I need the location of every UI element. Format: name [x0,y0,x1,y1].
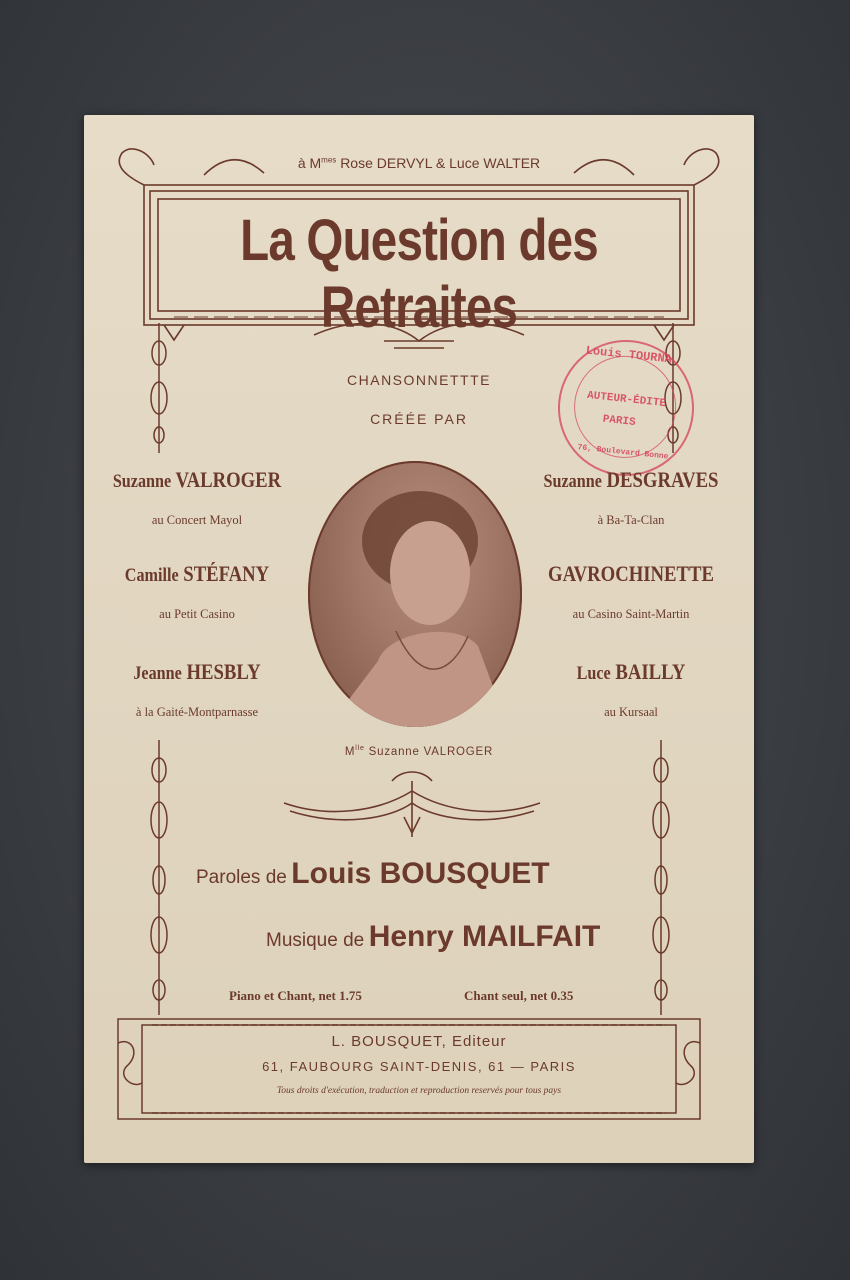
performer-name: GAVROCHINETTE [548,561,714,586]
publisher-stamp: Louis TOURNA AUTEUR-ÉDITE PARIS 76, Boulevard Bonne [551,333,700,482]
rights-notice: Tous droits d'exécution, traduction et reproduction reservés pour tous pays [276,1086,562,1096]
left-lower-column-ornament [146,740,172,1015]
performer-name: Luce BAILLY [576,659,686,684]
performer-venue: au Casino Saint-Martin [572,607,690,621]
portrait-caption: $M^{lle}$ Suzanne VALROGER [344,745,494,758]
performer-venue: au Petit Casino [159,607,235,621]
music-credit: Musique de Henry MAILFAIT [266,920,601,953]
subtitle: CHANSONNETTTE [347,372,491,388]
portrait-photo [308,461,522,727]
sheet-music-cover [84,115,754,1163]
performer-name: Suzanne VALROGER [112,467,282,492]
price-voice: Chant seul, net 0.35 [464,988,574,1003]
garland-ornament [280,767,544,843]
publisher-name: L. BOUSQUET, Editeur [331,1033,507,1050]
song-title: La Question des Retraites [240,208,598,340]
right-lower-column-ornament [648,740,674,1015]
created-by-label: CRÉÉE PAR [370,411,468,427]
performer-name: Jeanne HESBLY [133,659,261,684]
performer-venue: au Concert Mayol [151,513,243,527]
performer-venue: au Kursaal [604,705,658,719]
performer-name: Camille STÉFANY [124,561,270,586]
performer-venue: à la Gaité-Montparnasse [135,705,259,719]
lyrics-credit: Paroles de Louis BOUSQUET [196,857,550,890]
performer-venue: à Ba-Ta-Clan [597,513,665,527]
price-piano: Piano et Chant, net 1.75 [229,988,362,1003]
dedication: à $M^{mes}$ Rose DERVYL & Luce WALTER [297,155,541,171]
performer-name: Suzanne DESGRAVES [543,467,719,492]
publisher-address: 61, FAUBOURG SAINT-DENIS, 61 — PARIS [262,1059,576,1074]
left-upper-column-ornament [146,323,172,453]
